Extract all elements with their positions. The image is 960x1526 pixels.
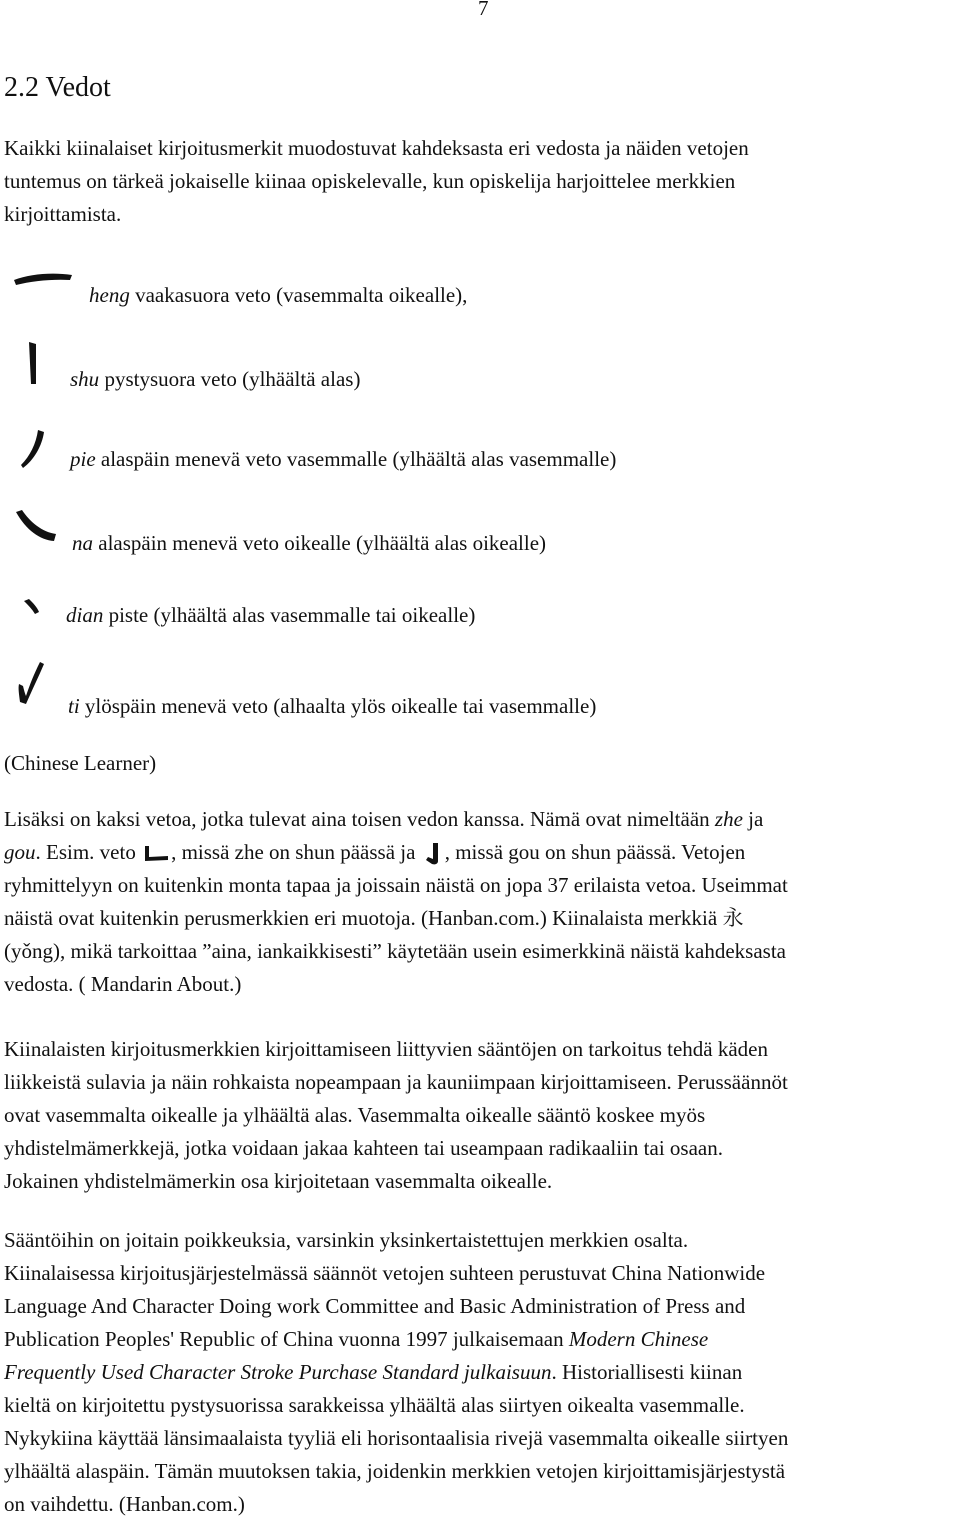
stroke-description: piste (ylhäältä alas vasemmalle tai oikealle)	[103, 603, 476, 627]
paragraph-line: kieltä on kirjoitettu pystysuorissa sarakkeissa ylhäältä alas siirtyen oikealta vasemmalle.	[4, 1393, 745, 1417]
dian-stroke-icon	[22, 598, 42, 616]
stroke-name: shu	[70, 367, 100, 391]
paragraph-line: ryhmittelyyn on kuitenkin monta tapaa ja joissain näistä on jopa 37 erilaista vetoa. Useimmat	[4, 873, 788, 897]
intro-line: kirjoittamista.	[4, 202, 122, 226]
heng-stroke-icon	[12, 268, 74, 290]
paragraph-line: vedosta. ( Mandarin About.)	[4, 972, 242, 996]
stroke-name: pie	[70, 447, 96, 471]
paragraph-line: Lisäksi on kaksi vetoa, jotka tulevat aina toisen vedon kanssa. Nämä ovat nimeltään zhe ja	[4, 807, 764, 831]
stroke-description: ylöspäin menevä veto (alhaalta ylös oikealle tai vasemmalle)	[79, 694, 597, 718]
ti-stroke-icon	[16, 660, 46, 706]
stroke-name: heng	[89, 283, 130, 307]
zhe-stroke-icon	[141, 844, 171, 864]
intro-line: tuntemus on tärkeä jokaiselle kiinaa opiskelevalle, kun opiskelija harjoittelee merkkien	[4, 169, 736, 193]
paragraph-line: ovat vasemmalta oikealle ja ylhäältä alas. Vasemmalta oikealle sääntö koskee myös	[4, 1103, 706, 1127]
paragraph-line: Sääntöihin on joitain poikkeuksia, varsinkin yksinkertaistettujen merkkien osalta.	[4, 1228, 689, 1252]
stroke-name: na	[72, 531, 93, 555]
stroke-na-row	[72, 531, 546, 556]
paragraph-line: näistä ovat kuitenkin perusmerkkien eri muotoja. (Hanban.com.) Kiinalaista merkkiä 永	[4, 906, 744, 930]
stroke-description: alaspäin menevä veto vasemmalle (ylhäältä alas vasemmalle)	[95, 447, 617, 471]
paragraph-line: (yǒng), mikä tarkoittaa ”aina, iankaikkisesti” käytetään usein esimerkkinä näistä kahdeksasta	[4, 939, 786, 963]
stroke-name: ti	[68, 694, 80, 718]
stroke-description: alaspäin menevä veto oikealle (ylhäältä alas oikealle)	[93, 531, 547, 555]
na-stroke-icon	[14, 508, 58, 544]
paragraph-line: ylhäältä alaspäin. Tämän muutoksen takia, joidenkin merkkien vetojen kirjoittamisjärjestystä	[4, 1459, 786, 1483]
shu-stroke-icon	[26, 340, 40, 386]
fourth-paragraph	[4, 1224, 956, 1521]
paragraph-line: on vaihdettu. (Hanban.com.)	[4, 1492, 245, 1516]
page-number: 7	[478, 0, 489, 20]
paragraph-line: Language And Character Doing work Committee and Basic Administration of Press and	[4, 1294, 746, 1318]
third-paragraph	[4, 1033, 956, 1198]
gou-stroke-icon	[421, 842, 445, 866]
paragraph-line: gou. Esim. veto , missä zhe on shun päässä ja , missä gou on shun päässä. Vetojen	[4, 836, 956, 869]
stroke-ti-row	[68, 694, 596, 719]
stroke-heng-row	[89, 283, 467, 308]
pie-stroke-icon	[20, 428, 48, 470]
paragraph-line: Nykykiina käyttää länsimaalaista tyyliä eli horisontaalisia rivejä vasemmalta oikealle siirtyen	[4, 1426, 789, 1450]
section-heading: 2.2 Vedot	[4, 72, 111, 103]
paragraph-line: liikkeistä sulavia ja näin rohkaista nopeampaan ja kauniimpaan kirjoittamiseen. Perussäännöt	[4, 1070, 788, 1094]
paragraph-line: yhdistelmämerkkejä, jotka voidaan jakaa kahteen tai useampaan radikaaliin tai osaan.	[4, 1136, 723, 1160]
stroke-description: pystysuora veto (ylhäältä alas)	[99, 367, 361, 391]
stroke-pie-row	[70, 447, 616, 472]
paragraph-line: Frequently Used Character Stroke Purchase Standard julkaisuun. Historiallisesti kiinan	[4, 1360, 743, 1384]
paragraph-line: Publication Peoples' Republic of China vuonna 1997 julkaisemaan Modern Chinese	[4, 1327, 709, 1351]
paragraph-line: Kiinalaisessa kirjoitusjärjestelmässä säännöt vetojen suhteen perustuvat China Nationwide	[4, 1261, 766, 1285]
intro-paragraph	[4, 132, 956, 231]
intro-line: Kaikki kiinalaiset kirjoitusmerkit muodostuvat kahdeksasta eri vedosta ja näiden vetojen	[4, 136, 749, 160]
paragraph-line: Jokainen yhdistelmämerkin osa kirjoitetaan vasemmalta oikealle.	[4, 1169, 553, 1193]
stroke-shu-row	[70, 367, 360, 392]
yong-character: 永	[722, 906, 744, 930]
second-paragraph	[4, 803, 956, 1001]
stroke-dian-row	[66, 603, 475, 628]
paragraph-line: Kiinalaisten kirjoitusmerkkien kirjoittamiseen liittyvien sääntöjen on tarkoitus tehdä käden	[4, 1037, 768, 1061]
source-note: (Chinese Learner)	[4, 751, 157, 775]
stroke-name: dian	[66, 603, 104, 627]
stroke-description: vaakasuora veto (vasemmalta oikealle),	[129, 283, 468, 307]
